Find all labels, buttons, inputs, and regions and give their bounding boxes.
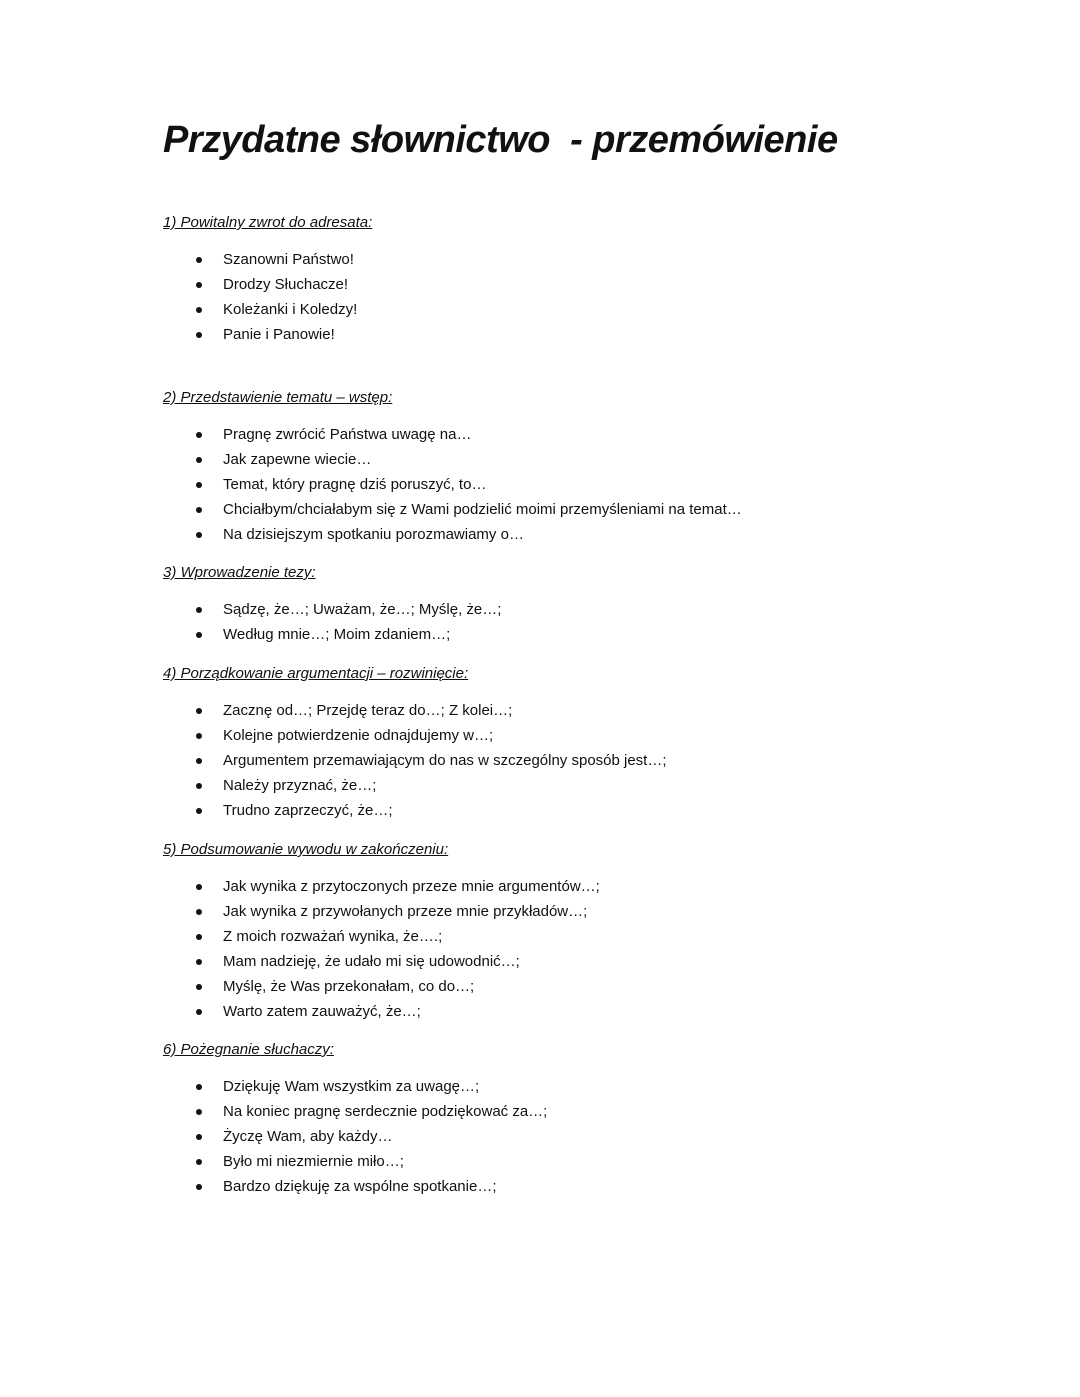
section-heading: 1) Powitalny zwrot do adresata: — [163, 214, 373, 231]
list-item — [163, 1174, 983, 1199]
bullet-icon — [196, 432, 202, 438]
phrase-list — [163, 698, 983, 823]
bullet-icon — [196, 1134, 202, 1140]
list-item-text: Życzę Wam, aby każdy… — [223, 1128, 393, 1145]
list-item-text: Na dzisiejszym spotkaniu porozmawiamy o… — [223, 526, 524, 543]
list-item — [163, 247, 983, 272]
list-item-text: Zacznę od…; Przejdę teraz do…; Z kolei…; — [223, 702, 513, 719]
list-item — [163, 698, 983, 723]
list-item — [163, 874, 983, 899]
list-item — [163, 272, 983, 297]
bullet-icon — [196, 909, 202, 915]
bullet-icon — [196, 607, 202, 613]
section-heading: 6) Pożegnanie słuchaczy: — [163, 1041, 334, 1058]
list-item — [163, 949, 983, 974]
list-item — [163, 472, 983, 497]
list-item-text: Panie i Panowie! — [223, 326, 335, 343]
list-item-text: Drodzy Słuchacze! — [223, 276, 349, 293]
bullet-icon — [196, 507, 202, 513]
list-item — [163, 1074, 983, 1099]
bullet-icon — [196, 307, 202, 313]
phrase-list — [163, 597, 983, 647]
list-item-text: Jak zapewne wiecie… — [223, 451, 372, 468]
section-summary — [163, 839, 983, 1024]
list-item — [163, 723, 983, 748]
list-item — [163, 899, 983, 924]
bullet-icon — [196, 1109, 202, 1115]
list-item-text: Trudno zaprzeczyć, że…; — [223, 802, 393, 819]
list-item-text: Koleżanki i Koledzy! — [223, 301, 358, 318]
list-item-text: Było mi niezmiernie miło…; — [223, 1153, 404, 1170]
list-item-text: Szanowni Państwo! — [223, 251, 354, 268]
list-item — [163, 622, 983, 647]
bullet-icon — [196, 632, 202, 638]
section-heading: 4) Porządkowanie argumentacji – rozwinięcie: — [163, 665, 469, 682]
list-item — [163, 748, 983, 773]
list-item-text: Na koniec pragnę serdecznie podziękować za…; — [223, 1103, 548, 1120]
bullet-icon — [196, 532, 202, 538]
bullet-icon — [196, 1184, 202, 1190]
section-argumentation — [163, 663, 983, 823]
list-item-text: Argumentem przemawiającym do nas w szczególny sposób jest…; — [223, 752, 667, 769]
list-item — [163, 999, 983, 1024]
bullet-icon — [196, 708, 202, 714]
bullet-icon — [196, 808, 202, 814]
bullet-icon — [196, 1159, 202, 1165]
list-item — [163, 1099, 983, 1124]
bullet-icon — [196, 783, 202, 789]
list-item-text: Kolejne potwierdzenie odnajdujemy w…; — [223, 727, 494, 744]
list-item — [163, 522, 983, 547]
list-item-text: Pragnę zwrócić Państwa uwagę na… — [223, 426, 472, 443]
bullet-icon — [196, 457, 202, 463]
list-item — [163, 798, 983, 823]
section-farewell — [163, 1039, 983, 1199]
list-item — [163, 1149, 983, 1174]
list-item — [163, 497, 983, 522]
list-item-text: Bardzo dziękuję za wspólne spotkanie…; — [223, 1178, 497, 1195]
section-heading: 3) Wprowadzenie tezy: — [163, 564, 316, 581]
bullet-icon — [196, 482, 202, 488]
list-item-text: Sądzę, że…; Uważam, że…; Myślę, że…; — [223, 601, 502, 618]
bullet-icon — [196, 758, 202, 764]
bullet-icon — [196, 934, 202, 940]
bullet-icon — [196, 959, 202, 965]
phrase-list — [163, 422, 983, 547]
list-item-text: Dziękuję Wam wszystkim za uwagę…; — [223, 1078, 480, 1095]
bullet-icon — [196, 282, 202, 288]
section-heading: 5) Podsumowanie wywodu w zakończeniu: — [163, 841, 449, 858]
list-item-text: Jak wynika z przywołanych przeze mnie przykładów…; — [223, 903, 588, 920]
section-greeting — [163, 212, 983, 347]
list-item-text: Z moich rozważań wynika, że….; — [223, 928, 443, 945]
bullet-icon — [196, 332, 202, 338]
list-item-text: Jak wynika z przytoczonych przeze mnie argumentów…; — [223, 878, 600, 895]
bullet-icon — [196, 257, 202, 263]
list-item — [163, 422, 983, 447]
list-item — [163, 597, 983, 622]
section-heading: 2) Przedstawienie tematu – wstęp: — [163, 389, 393, 406]
list-item — [163, 297, 983, 322]
list-item — [163, 924, 983, 949]
list-item-text: Warto zatem zauważyć, że…; — [223, 1003, 421, 1020]
phrase-list — [163, 874, 983, 1024]
section-introduction — [163, 387, 983, 547]
list-item-text: Mam nadzieję, że udało mi się udowodnić…; — [223, 953, 520, 970]
list-item — [163, 322, 983, 347]
list-item-text: Temat, który pragnę dziś poruszyć, to… — [223, 476, 487, 493]
bullet-icon — [196, 733, 202, 739]
bullet-icon — [196, 1084, 202, 1090]
list-item-text: Myślę, że Was przekonałam, co do…; — [223, 978, 475, 995]
list-item-text: Chciałbym/chciałabym się z Wami podzielić moimi przemyśleniami na temat… — [223, 501, 742, 518]
phrase-list — [163, 247, 983, 347]
section-thesis — [163, 562, 983, 647]
list-item-text: Według mnie…; Moim zdaniem…; — [223, 626, 451, 643]
list-item — [163, 773, 983, 798]
page-title: Przydatne słownictwo - przemówienie — [163, 119, 838, 161]
bullet-icon — [196, 884, 202, 890]
bullet-icon — [196, 984, 202, 990]
list-item — [163, 447, 983, 472]
list-item — [163, 974, 983, 999]
list-item — [163, 1124, 983, 1149]
list-item-text: Należy przyznać, że…; — [223, 777, 377, 794]
phrase-list — [163, 1074, 983, 1199]
bullet-icon — [196, 1009, 202, 1015]
